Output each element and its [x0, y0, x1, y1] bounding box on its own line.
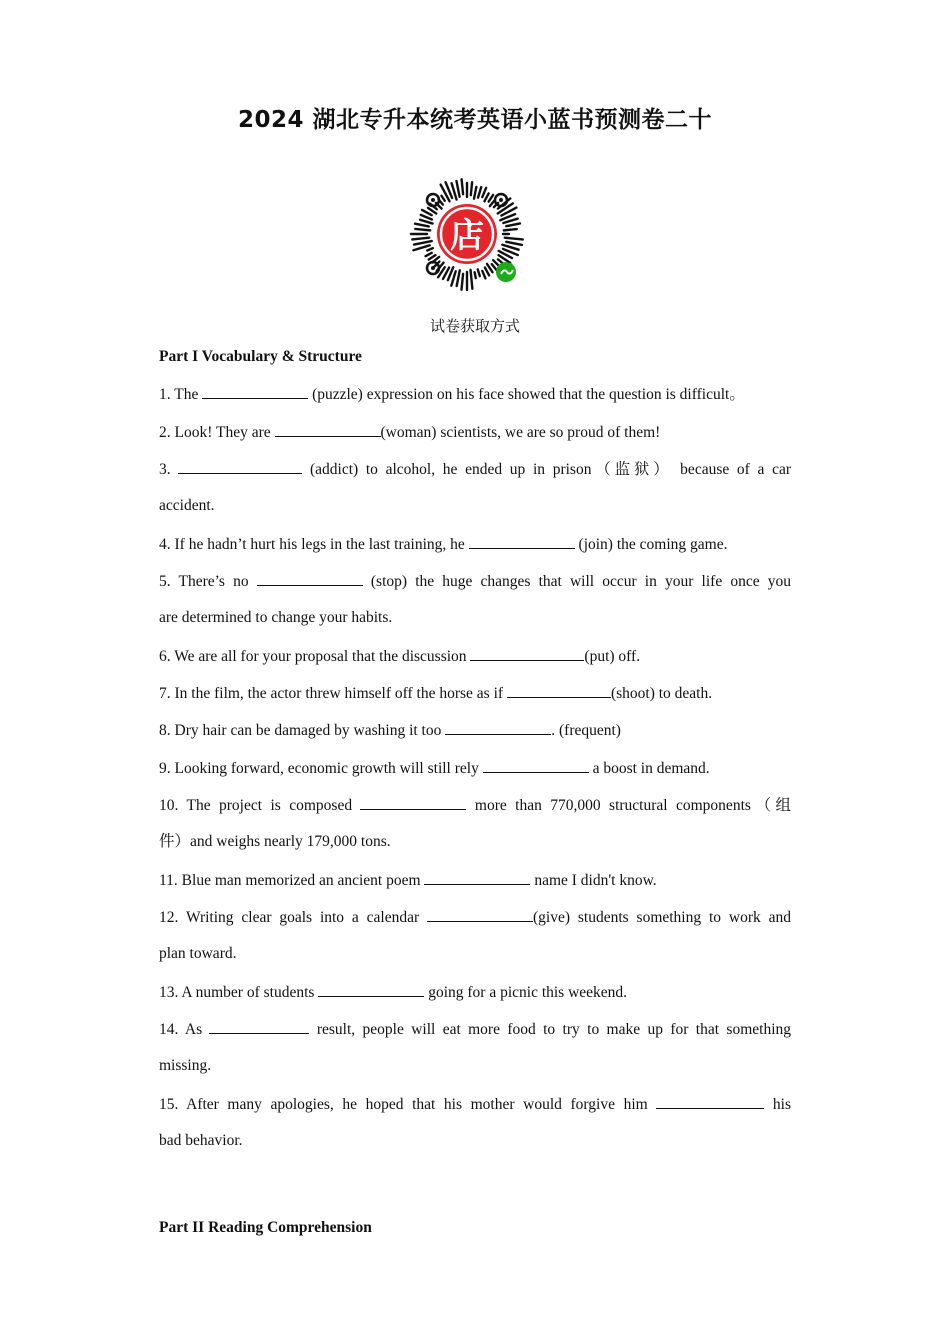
question-3-continued: accident. [159, 497, 215, 514]
question-1: 1. The (puzzle) expression on his face showed that the question is difficult。 [159, 386, 745, 403]
question-10: 10. The project is composed more than 770,000 structural components（组 [159, 797, 791, 814]
question-12-continued: plan toward. [159, 945, 237, 962]
question-12: 12. Writing clear goals into a calendar (give) students something to work and [159, 909, 791, 926]
question-11: 11. Blue man memorized an ancient poem name I didn't know. [159, 872, 657, 889]
question-15-continued: bad behavior. [159, 1132, 243, 1149]
question-8: 8. Dry hair can be damaged by washing it too . (frequent) [159, 722, 621, 739]
question-4: 4. If he hadn’t hurt his legs in the last training, he (join) the coming game. [159, 536, 728, 553]
question-3: 3. (addict) to alcohol, he ended up in prison（监狱） because of a car [159, 461, 791, 478]
qr-code-mini-program-icon [409, 176, 529, 296]
question-6: 6. We are all for your proposal that the discussion (put) off. [159, 648, 641, 665]
question-10-continued: 件）and weighs nearly 179,000 tons. [159, 833, 391, 850]
qr-caption: 试卷获取方式 [429, 317, 520, 335]
part1-heading: Part I Vocabulary & Structure [159, 348, 362, 365]
question-7: 7. In the film, the actor threw himself off the horse as if (shoot) to death. [159, 685, 713, 702]
qr-center-char: 店 [450, 216, 484, 256]
question-15: 15. After many apologies, he hoped that his mother would forgive him his [159, 1096, 791, 1113]
question-9: 9. Looking forward, economic growth will still rely a boost in demand. [159, 760, 710, 777]
question-5-continued: are determined to change your habits. [159, 609, 393, 626]
question-5: 5. There’s no (stop) the huge changes that will occur in your life once you [159, 573, 791, 590]
question-14-continued: missing. [159, 1057, 212, 1074]
question-14: 14. As result, people will eat more food to try to make up for that something [159, 1021, 791, 1038]
question-2: 2. Look! They are (woman) scientists, we are so proud of them! [159, 424, 661, 441]
document-title: 2024 湖北专升本统考英语小蓝书预测卷二十 [237, 107, 713, 133]
question-13: 13. A number of students going for a picnic this weekend. [159, 984, 628, 1001]
part2-heading: Part II Reading Comprehension [159, 1219, 372, 1236]
